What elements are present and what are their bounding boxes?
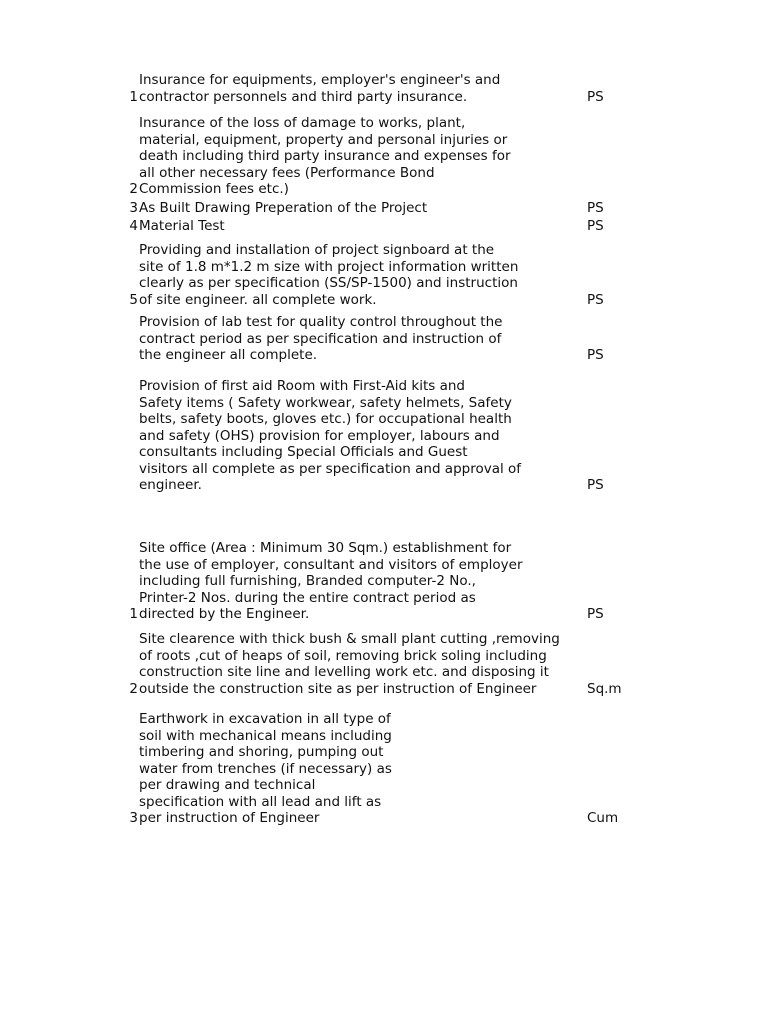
item-number: 2 [129, 680, 138, 697]
item-unit: Sq.m [587, 680, 622, 697]
item-description: Site clearence with thick bush & small plant cutting ,removing of roots ,cut of heaps of soil, removing brick soling including construction site line and levelling work etc. and disposing it outside the construction site as per instruction of Engineer [139, 631, 560, 697]
item-description: Provision of lab test for quality control throughout the contract period as per specification and instruction of the engineer all complete. [139, 314, 503, 363]
item-unit: PS [587, 218, 604, 234]
item-number: 4 [129, 218, 138, 234]
item-description: Material Test [139, 218, 225, 234]
item-unit: PS [587, 606, 604, 622]
item-number: 3 [129, 200, 138, 216]
item-description: As Built Drawing Preperation of the Project [139, 200, 428, 216]
item-description: Insurance for equipments, employer's engineer's and contractor personnels and third party insurance. [139, 72, 501, 105]
item-description: Site office (Area : Minimum 30 Sqm.) establishment for the use of employer, consultant and visitors of employer including full furnishing, Branded computer-2 No., Printer-2 Nos. during the entire contract period as directed by the Engineer. [139, 540, 523, 622]
item-number: 1 [129, 88, 138, 105]
item-number: 2 [129, 181, 138, 197]
item-unit: PS [587, 88, 604, 105]
item-number: 5 [129, 291, 138, 308]
item-unit: Cum [587, 810, 619, 826]
item-description: Insurance of the loss of damage to works, plant, material, equipment, property and personal injuries or death including third party insurance and expenses for all other necessary fees (Performance Bond Commission fees etc.) [139, 115, 511, 197]
item-unit: PS [587, 200, 604, 216]
item-unit: PS [587, 477, 604, 493]
item-unit: PS [587, 291, 604, 308]
item-number: 3 [129, 810, 138, 826]
item-description: Provision of first aid Room with First-Aid kits and Safety items ( Safety workwear, safety helmets, Safety belts, safety boots, gloves etc.) for occupational health and safety (OHS) provision for employer, labours and consultants including Special Officials and Guest visitors all complete as per specification and approval of engineer. [139, 378, 522, 493]
item-description: Providing and installation of project signboard at the site of 1.8 m*1.2 m size with project information written clearly as per specification (SS/SP-1500) and instruction of site engineer. all complete work. [139, 242, 519, 308]
item-unit: PS [587, 347, 604, 363]
item-number: 1 [129, 606, 138, 622]
item-description: Earthwork in excavation in all type of soil with mechanical means including timbering and shoring, pumping out water from trenches (if necessary) as per drawing and technical specification with all lead and lift as per instruction of Engineer [139, 711, 392, 826]
